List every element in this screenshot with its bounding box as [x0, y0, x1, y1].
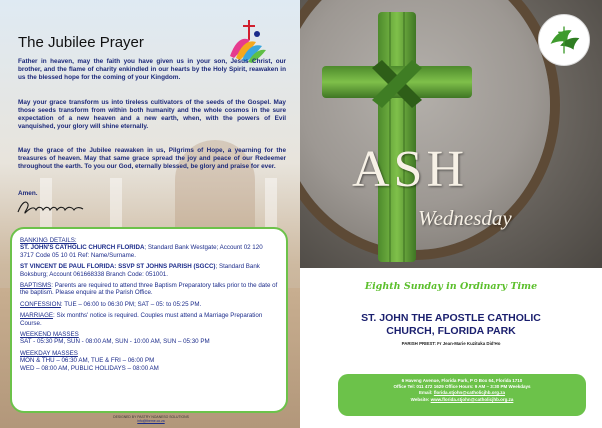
marriage-heading: MARRIAGE — [20, 312, 54, 320]
wednesday-word: Wednesday — [418, 206, 512, 230]
weekend-masses-text: SAT - 05:30 PM, SUN - 08:00 AM, SUN - 10:00 AM, SUN – 05:30 PM — [20, 338, 210, 346]
contact-box — [338, 374, 586, 416]
prayer-amen: Amen. — [18, 190, 38, 197]
contact-website-label: Website: — [410, 396, 430, 402]
parish-name — [300, 312, 602, 338]
marriage-text: : Six months' notice is required. Couples must attend a Marriage Preparation Course. — [20, 312, 263, 327]
sunday-title: Eighth Sunday in Ordinary Time — [364, 281, 538, 292]
contact-office-tel: Office Tel: 011 472 1629 Office Hours: 9 AM – 3:30 PM Weekdays — [393, 384, 531, 390]
right-panel — [300, 0, 602, 428]
contact-address: 6 Haveng Avenue, Florida Park, P O Box 64, Florida 1710 — [401, 378, 523, 383]
parish-logo-icon — [538, 14, 590, 66]
confession-section — [20, 301, 278, 308]
weekday-masses-line-1: MON & THU – 06:30 AM, TUE & FRI – 06:00 PM — [20, 357, 155, 365]
account-1-name: ST. JOHN'S CATHOLIC CHURCH FLORIDA — [20, 244, 145, 252]
prayer-paragraph-3: May the grace of the Jubilee reawaken in us, Pilgrims of Hope, a yearning for the treasures of heaven. May that same grace spread the joy and peace of our Redeemer throughout the earth. To you our God, eternally blessed, be glory and praise for ever. — [18, 147, 286, 170]
designer-credit — [96, 415, 206, 423]
banking-details-box — [10, 227, 288, 413]
account-1-details: ; Standard Bank Westgate; Account 02 120 3717 Code 05 10 01 Ref: Name/Surname. — [20, 244, 263, 259]
weekday-masses-heading: WEEKDAY MASSES — [20, 349, 78, 357]
account-2-name: ST VINCENT DE PAUL FLORIDA: SSVP ST JOHNS PARISH (SGCC) — [20, 263, 216, 271]
parish-name-line-2: CHURCH, FLORIDA PARK — [386, 325, 516, 337]
left-panel — [0, 0, 300, 428]
baptisms-text: : Parents are required to attend three Baptism Preparatory talks prior to the date of the baptism. Please enquire at the Parish Office. — [20, 282, 278, 297]
ash-word: ASH — [352, 141, 469, 198]
prayer-paragraph-1: Father in heaven, may the faith you have given us in your son, Jesus Christ, our brother, and the flame of charity enkindled in our hearts by the Holy Spirit, reawaken in us the blessed hope for the coming of your Kingdom. — [18, 58, 286, 81]
parish-name-line-1: ST. JOHN THE APOSTLE CATHOLIC — [361, 312, 541, 324]
designer-credit-line-2[interactable]: info@theme.co.za — [137, 419, 165, 423]
parish-priest: PARISH PRIEST: Fr Jean-Marie Kuzituka Did'Ho — [401, 341, 501, 346]
confession-text: : TUE – 06:00 to 06:30 PM; SAT – 05: to 05:25 PM. — [60, 300, 202, 308]
banking-account-2 — [20, 263, 278, 278]
weekend-masses-heading: WEEKEND MASSES — [20, 331, 79, 339]
signature-image — [16, 198, 86, 218]
contact-email-link[interactable]: florida.stjohn@catholicjhb.org.za — [433, 390, 505, 396]
prayer-paragraph-2: May your grace transform us into tireless cultivators of the seeds of the Gospel. May those seeds transform from within both humanity and the whole cosmos in the sure expectation of a new heaven and a new earth, when, with the powers of Evil vanquished, your glory will shine eternally. — [18, 99, 286, 130]
confession-heading: CONFESSION — [20, 300, 61, 308]
marriage-section — [20, 312, 278, 327]
designer-credit-line-1: DESIGNED BY PASTRY NOANESO SOLUTIONS — [113, 415, 189, 419]
contact-website-line — [344, 397, 580, 403]
contact-website-link[interactable]: www.florida.stjohn@catholicjhb.org.za — [430, 396, 514, 402]
weekday-masses-line-2: WED – 08:00 AM, PUBLIC HOLIDAYS – 08:00 AM — [20, 364, 159, 372]
prayer-title: The Jubilee Prayer — [18, 34, 144, 51]
banking-heading: BANKING DETAILS: — [20, 237, 77, 244]
baptisms-heading: BAPTISMS — [20, 282, 52, 290]
banking-account-1 — [20, 244, 278, 259]
contact-email-label: Email: — [419, 390, 433, 396]
account-2-details: ; Standard Bank Boksburg; Account 061668338 Branch Code: 051001. — [20, 263, 260, 278]
baptisms-section — [20, 282, 278, 297]
